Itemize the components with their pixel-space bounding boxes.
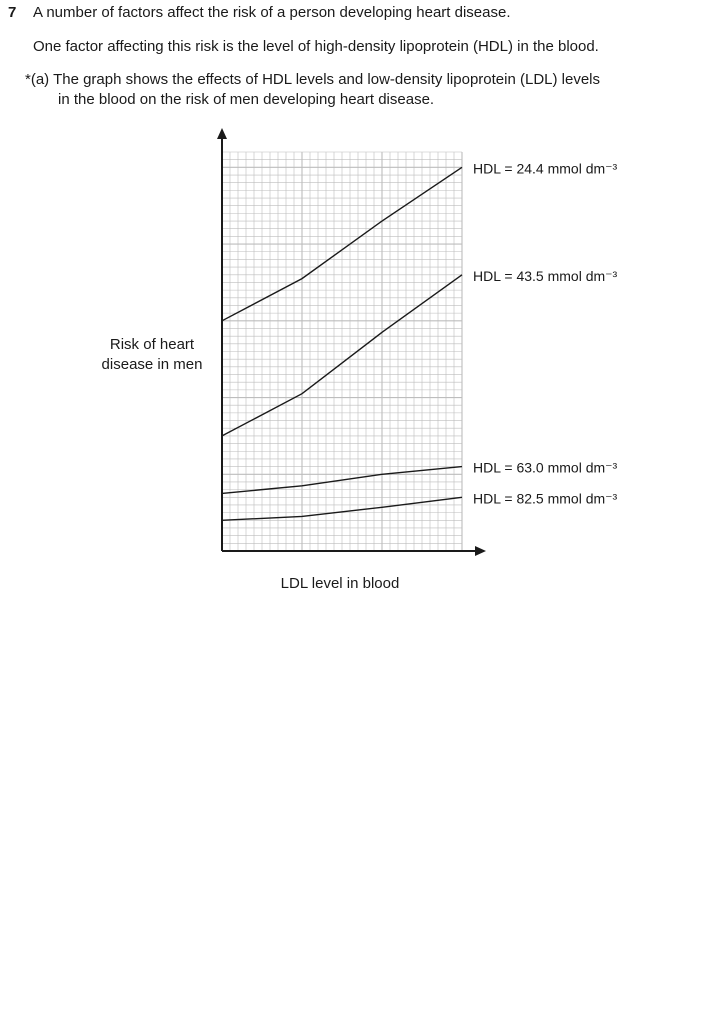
y-axis-label-line2: disease in men	[101, 356, 203, 373]
question-context: One factor affecting this risk is the level of high-density lipoprotein (HDL) in the blood.	[33, 38, 599, 55]
x-axis-label: LDL level in blood	[280, 575, 400, 592]
part-a-text-line1: *(a) The graph shows the effects of HDL levels and low-density lipoprotein (LDL) levels	[25, 71, 601, 88]
series-label-3: HDL = 63.0 mmol dm⁻³	[473, 459, 618, 476]
series-label-1: HDL = 24.4 mmol dm⁻³	[473, 160, 618, 177]
series-label-2: HDL = 43.5 mmol dm⁻³	[473, 267, 618, 284]
question-number: 7	[8, 4, 17, 21]
x-axis-arrow	[475, 546, 486, 556]
series-label-4: HDL = 82.5 mmol dm⁻³	[473, 490, 618, 507]
chart-grid	[222, 152, 462, 551]
chart-labels	[473, 160, 618, 506]
y-axis-label-line1: Risk of heart	[109, 336, 195, 353]
chart-axes	[217, 128, 486, 556]
y-axis-arrow	[217, 128, 227, 139]
question-intro: A number of factors affect the risk of a person developing heart disease.	[33, 4, 511, 21]
part-a-text-line2: in the blood on the risk of men developing heart disease.	[58, 91, 435, 108]
